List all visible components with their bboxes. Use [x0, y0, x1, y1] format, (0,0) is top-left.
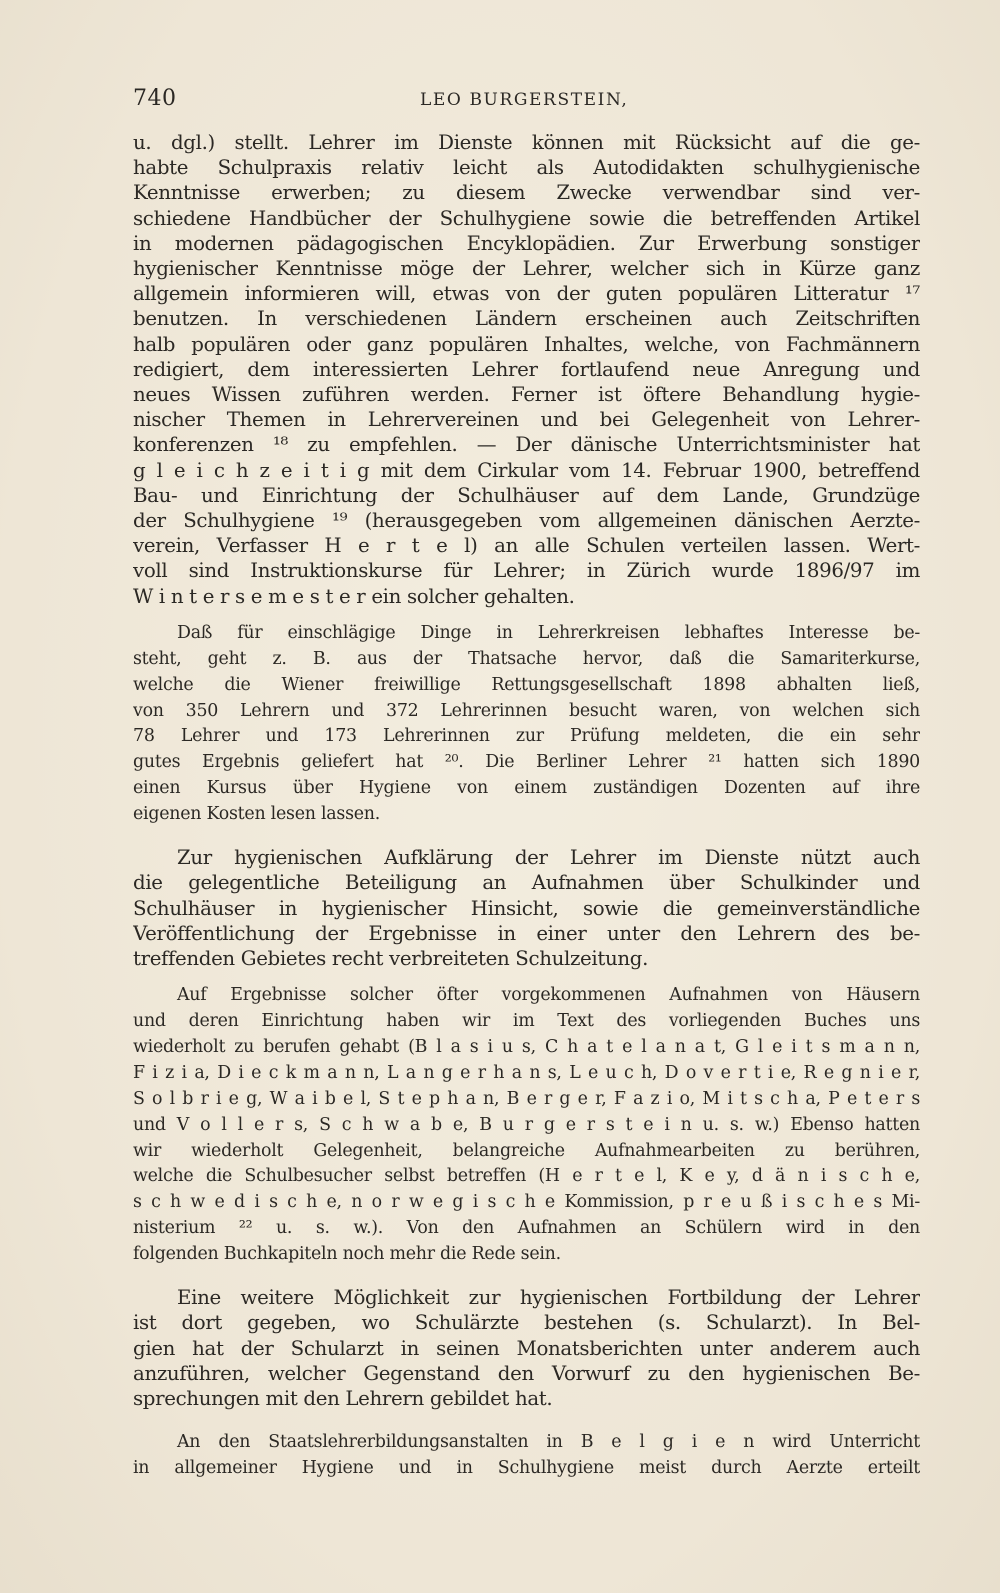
text-line: von 350 Lehrern und 372 Lehrerinnen besucht waren, von welchen sich	[133, 700, 920, 721]
text-line: einen Kursus über Hygiene von einem zuständigen Dozenten auf ihre	[133, 778, 920, 799]
text-line: und V o l l e r s, S c h w a b e, B u r g e r s t e i n u. s. w.) Ebenso hatten	[133, 1114, 920, 1135]
text-line: F i z i a, D i e c k m a n n, L a n g e r h a n s, L e u c h, D o v e r t i e, R e g n i e r,	[133, 1062, 920, 1083]
paragraph	[133, 130, 920, 609]
text-line: allgemein informieren will, etwas von der guten populären Litteratur ¹⁷	[133, 282, 920, 306]
text-line: 78 Lehrer und 173 Lehrerinnen zur Prüfung meldeten, die ein sehr	[133, 726, 920, 747]
text-line: in allgemeiner Hygiene und in Schulhygiene meist durch Aerzte erteilt	[133, 1458, 920, 1479]
text-line: Zur hygienischen Aufklärung der Lehrer im Dienste nützt auch	[177, 846, 920, 870]
text-line: Kenntnisse erwerben; zu diesem Zwecke verwendbar sind ver-	[133, 181, 920, 205]
text-line: halb populären oder ganz populären Inhaltes, welche, von Fachmännern	[133, 332, 920, 356]
text-line: die gelegentliche Beteiligung an Aufnahmen über Schulkinder und	[133, 871, 920, 895]
text-line: konferenzen ¹⁸ zu empfehlen. — Der dänische Unterrichtsminister hat	[133, 433, 920, 457]
text-line: Schulhäuser in hygienischer Hinsicht, sowie die gemeinverständliche	[133, 896, 920, 920]
text-line: gutes Ergebnis geliefert hat ²⁰. Die Berliner Lehrer ²¹ hatten sich 1890	[133, 752, 920, 773]
paragraph	[133, 1285, 920, 1411]
text-line: g l e i c h z e i t i g mit dem Cirkular vom 14. Februar 1900, betreffend	[133, 458, 920, 482]
text-line: wir wiederholt Gelegenheit, belangreiche Aufnahmearbeiten zu berühren,	[133, 1140, 920, 1161]
running-title: LEO BURGERSTEIN,	[420, 90, 629, 110]
text-line: wiederholt zu berufen gehabt (B l a s i u s, C h a t e l a n a t, G l e i t s m a n n,	[133, 1036, 920, 1057]
text-line: welche die Wiener freiwillige Rettungsgesellschaft 1898 abhalten ließ,	[133, 674, 920, 695]
text-line: benutzen. In verschiedenen Ländern erscheinen auch Zeitschriften	[133, 307, 920, 331]
text-line: S o l b r i e g, W a i b e l, S t e p h a n, B e r g e r, F a z i o, M i t s c h a, P e t e r s	[133, 1088, 920, 1109]
text-line: welche die Schulbesucher selbst betreffen (H e r t e l, K e y, d ä n i s c h e,	[133, 1166, 920, 1187]
text-line: treffenden Gebietes recht verbreiteten Schulzeitung.	[133, 946, 649, 970]
paragraph	[133, 845, 920, 971]
text-line: in modernen pädagogischen Encyklopädien. Zur Erwerbung sonstiger	[133, 231, 920, 255]
paragraph	[133, 1430, 920, 1482]
text-line: und deren Einrichtung haben wir im Text des vorliegenden Buches uns	[133, 1011, 920, 1032]
body-text	[133, 130, 920, 1482]
text-line: redigiert, dem interessierten Lehrer fortlaufend neue Anregung und	[133, 357, 920, 381]
text-line: voll sind Instruktionskurse für Lehrer; in Zürich wurde 1896/97 im	[133, 559, 920, 583]
text-line: s c h w e d i s c h e, n o r w e g i s c h e Kommission, p r e u ß i s c h e s Mi-	[133, 1192, 920, 1213]
text-line: schiedene Handbücher der Schulhygiene sowie die betreffenden Artikel	[133, 206, 920, 230]
text-line: sprechungen mit den Lehrern gebildet hat.	[133, 1386, 553, 1410]
page-number: 740	[133, 86, 177, 111]
paragraph	[133, 983, 920, 1268]
text-line: An den Staatslehrerbildungsanstalten in B e l g i e n wird Unterricht	[177, 1432, 920, 1453]
text-line: W i n t e r s e m e s t e r ein solcher gehalten.	[133, 584, 575, 608]
text-line: nischer Themen in Lehrervereinen und bei Gelegenheit von Lehrer-	[133, 408, 920, 432]
text-line: hygienischer Kenntnisse möge der Lehrer, welcher sich in Kürze ganz	[133, 257, 920, 281]
text-line: anzuführen, welcher Gegenstand den Vorwurf zu den hygienischen Be-	[133, 1361, 920, 1385]
paragraph	[133, 621, 920, 828]
text-line: folgenden Buchkapiteln noch mehr die Rede sein.	[133, 1244, 561, 1265]
text-line: habte Schulpraxis relativ leicht als Autodidakten schulhygienische	[133, 156, 920, 180]
text-line: verein, Verfasser H e r t e l) an alle Schulen verteilen lassen. Wert-	[133, 534, 920, 558]
text-line: Auf Ergebnisse solcher öfter vorgekommenen Aufnahmen von Häusern	[177, 985, 920, 1006]
text-line: der Schulhygiene ¹⁹ (herausgegeben vom allgemeinen dänischen Aerzte-	[133, 509, 920, 533]
text-line: Veröffentlichung der Ergebnisse in einer unter den Lehrern des be-	[133, 921, 920, 945]
text-line: ist dort gegeben, wo Schulärzte bestehen (s. Schularzt). In Bel-	[133, 1311, 920, 1335]
text-line: u. dgl.) stellt. Lehrer im Dienste können mit Rücksicht auf die ge-	[133, 131, 920, 154]
text-line: eigenen Kosten lesen lassen.	[133, 804, 381, 825]
text-line: gien hat der Schularzt in seinen Monatsberichten unter anderem auch	[133, 1336, 920, 1360]
text-line: Eine weitere Möglichkeit zur hygienischen Fortbildung der Lehrer	[177, 1286, 920, 1310]
text-line: Bau- und Einrichtung der Schulhäuser auf dem Lande, Grundzüge	[133, 483, 920, 507]
text-line: neues Wissen zuführen werden. Ferner ist öftere Behandlung hygie-	[133, 383, 920, 407]
text-line: nisterium ²² u. s. w.). Von den Aufnahmen an Schülern wird in den	[133, 1218, 920, 1239]
text-line: steht, geht z. B. aus der Thatsache hervor, daß die Samariterkurse,	[133, 648, 920, 669]
text-line: Daß für einschlägige Dinge in Lehrerkreisen lebhaftes Interesse be-	[177, 622, 920, 643]
running-header	[133, 86, 920, 120]
